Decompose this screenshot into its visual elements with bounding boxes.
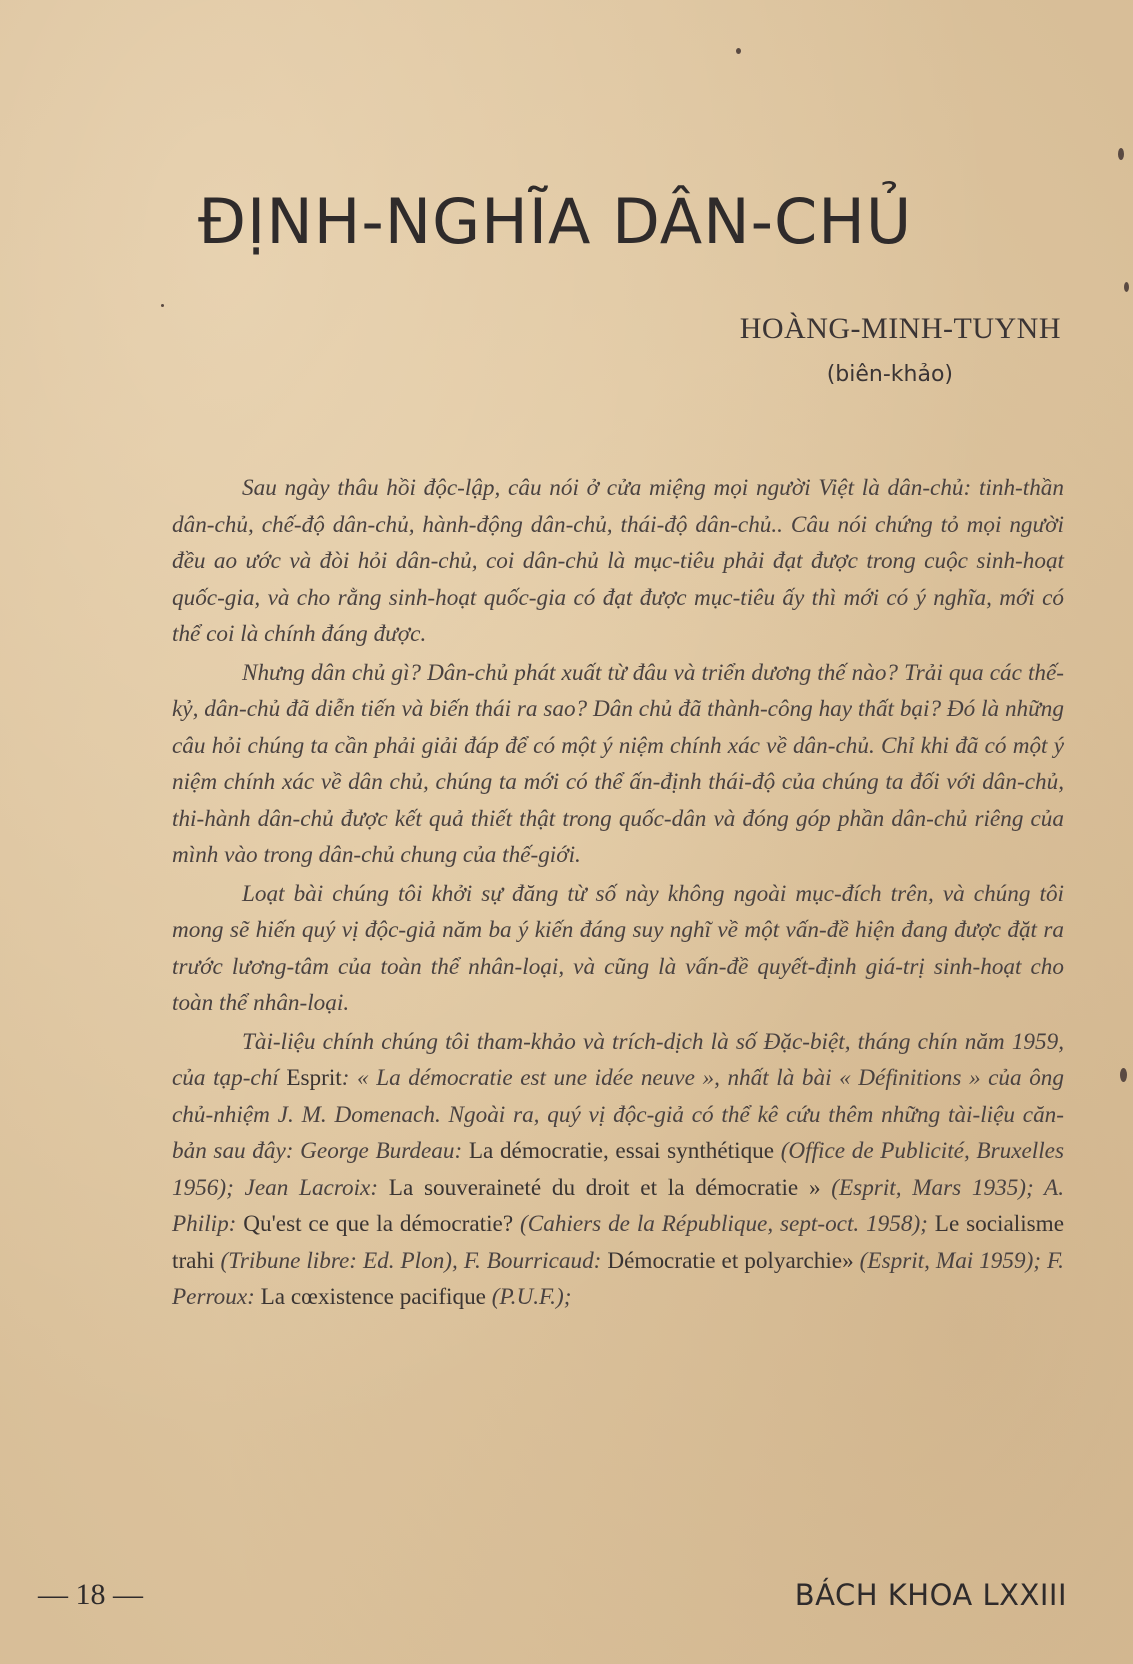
ref-text: (P.U.F.); xyxy=(485,1284,572,1310)
article-body xyxy=(172,470,1064,1316)
ref-title: Esprit xyxy=(286,1065,342,1091)
ref-title: La démocratie, essai synthétique xyxy=(468,1138,775,1164)
paragraph-1: Sau ngày thâu hồi độc-lập, câu nói ở cửa miệng mọi người Việt là dân-chủ: tinh-thần dân-chủ, chế-độ dân-chủ, hành-động dân-chủ, thái-độ dân-chủ.. Câu nói chứng tỏ mọi người đều ao ước và đòi hỏi dân-chủ, coi dân-chủ là mục-tiêu phải đạt được trong cuộc sinh-hoạt quốc-gia, và cho rằng sinh-hoạt quốc-gia có đạt được mục-tiêu ấy thì mới có ý nghĩa, mới có thể coi là chính đáng được. xyxy=(172,475,1064,647)
journal-name: BÁCH KHOA LXXIII xyxy=(794,1578,1067,1612)
ref-text: : « La démocratie est une idée neuve », nhất là bài « Définitions » của ông chủ-nhiệm J. M. Domenach. Ngoài ra, quý vị độc-giả có thể kê cứu thêm những tài-liệu căn-bản sau đây: George Burdeau: xyxy=(172,1065,1064,1164)
paragraph-3: Loạt bài chúng tôi khởi sự đăng từ số này không ngoài mục-đích trên, và chúng tôi mong sẽ hiến quý vị độc-giả năm ba ý kiến đáng suy nghĩ về một vấn-đề hiện đang được đặt ra trước lương-tâm của toàn thể nhân-loại, và cũng là vấn-đề quyết-định giá-trị sinh-hoạt cho toàn thể nhân-loại. xyxy=(172,880,1064,1016)
ref-title: Qu'est ce que la démocratie? xyxy=(243,1211,514,1237)
article-author: HOÀNG-MINH-TUYNH xyxy=(739,312,1061,345)
paragraph-4-references xyxy=(172,1024,1064,1316)
paper-speck xyxy=(736,48,741,54)
paper-speck xyxy=(1118,148,1124,160)
article-title: ĐỊNH-NGHĨA DÂN-CHỦ xyxy=(198,185,913,258)
ref-text: (Tribune libre: Ed. Plon), F. Bourricaud: xyxy=(214,1247,608,1274)
article-subtitle: (biên-khảo) xyxy=(826,362,953,387)
ref-title: La souveraineté du droit et la démocratie » xyxy=(388,1174,821,1201)
page-number: — 18 — xyxy=(38,1578,143,1611)
ref-text: (Office de Publicité, Bruxelles 1956); Jean Lacroix: xyxy=(172,1138,1064,1201)
ref-title: La cœxistence pacifique xyxy=(260,1284,486,1310)
ref-text: Tài-liệu chính chúng tôi tham-khảo và trích-dịch là số Đặc-biệt, tháng chín năm 1959, của tạp-chí xyxy=(172,1028,1064,1091)
ref-text: (Esprit, Mars 1935); A. Philip: xyxy=(172,1174,1065,1237)
ref-title: Démocratie et polyarchie» xyxy=(607,1247,854,1274)
paper-speck xyxy=(1124,282,1129,292)
paper-speck xyxy=(161,304,164,307)
ref-title: Le socialisme trahi xyxy=(172,1211,1064,1274)
ref-text: (Cahiers de la République, sept-oct. 1958); xyxy=(513,1211,935,1237)
ref-text: (Esprit, Mai 1959); F. Perroux: xyxy=(172,1247,1064,1310)
paragraph-2: Nhưng dân chủ gì? Dân-chủ phát xuất từ đâu và triển dương thế nào? Trải qua các thế-kỷ, dân-chủ đã diễn tiến và biến thái ra sao? Dân chủ đã thành-công hay thất bại? Đó là những câu hỏi chúng ta cần phải giải đáp để có một ý niệm chính xác về dân-chủ. Chỉ khi đã có một ý niệm chính xác về dân chủ, chúng ta mới có thể ấn-định thái-độ của chúng ta đối với dân-chủ, thi-hành dân-chủ được kết quả thiết thật trong quốc-dân và đóng góp phần dân-chủ riêng của mình vào trong dân-chủ chung của thế-giới. xyxy=(172,659,1064,868)
paper-speck xyxy=(1120,1068,1127,1082)
